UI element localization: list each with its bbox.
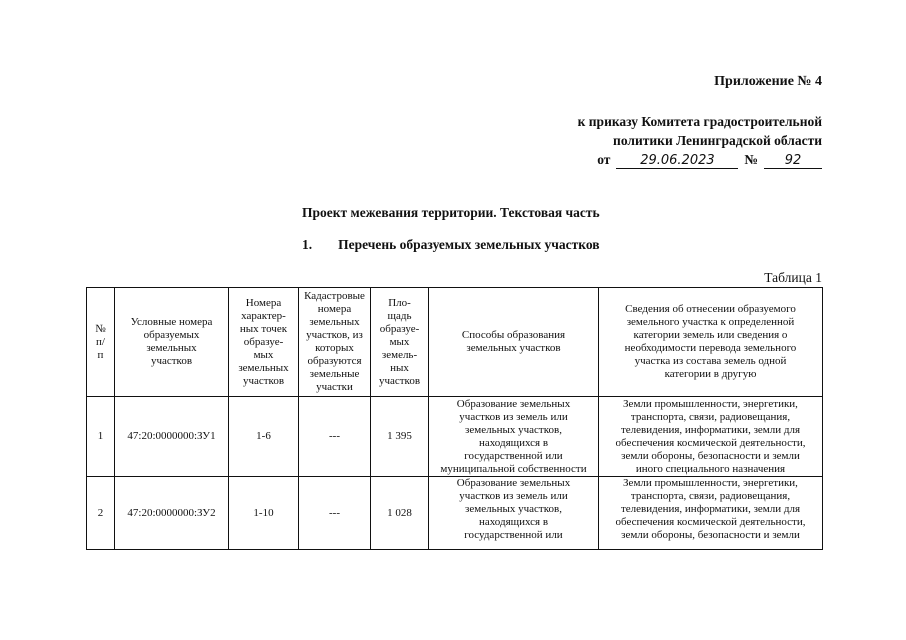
cell-category: Земли промышленности, энергетики, транспорта, связи, радиовещания, телевидения, информатики, земли для обеспечения космической деятельности, земли обороны, безопасности и земли иного специального назначения xyxy=(599,397,823,477)
section-heading xyxy=(302,237,600,253)
document-title: Проект межевания территории. Текстовая часть xyxy=(302,205,600,220)
land-parcels-table xyxy=(86,287,823,550)
table-row xyxy=(87,477,823,550)
header-cadastral: Кадастровые номера земельных участков, из которых образуются земельные участки xyxy=(299,288,371,397)
number-prefix: № xyxy=(744,152,758,167)
order-line-2: политики Ленинградской области xyxy=(613,133,822,148)
order-line-1: к приказу Комитета градостроительной xyxy=(577,114,822,129)
cell-num: 1 xyxy=(87,397,115,477)
header-method: Способы образования земельных участков xyxy=(429,288,599,397)
date-prefix: от xyxy=(597,152,611,167)
table-label: Таблица 1 xyxy=(764,270,822,285)
section-number: 1. xyxy=(302,237,313,252)
table-row xyxy=(87,397,823,477)
section-title: Перечень образуемых земельных участков xyxy=(338,237,600,252)
cell-parcel: 47:20:0000000:ЗУ1 xyxy=(115,397,229,477)
header-num: № п/ п xyxy=(87,288,115,397)
header-area: Пло- щадь образуе- мых земель- ных участков xyxy=(371,288,429,397)
cell-num: 2 xyxy=(87,477,115,550)
order-number: 92 xyxy=(764,154,822,169)
header-points: Номера характер- ных точек образуе- мых земельных участков xyxy=(229,288,299,397)
cell-cadastral: --- xyxy=(299,397,371,477)
cell-points: 1-10 xyxy=(229,477,299,550)
cell-method: Образование земельных участков из земель или земельных участков, находящихся в государственной или xyxy=(429,477,599,550)
cell-area: 1 395 xyxy=(371,397,429,477)
order-date: 29.06.2023 xyxy=(616,154,738,169)
header-parcel-number: Условные номера образуемых земельных участков xyxy=(115,288,229,397)
order-reference xyxy=(578,112,822,169)
cell-parcel: 47:20:0000000:ЗУ2 xyxy=(115,477,229,550)
order-date-line xyxy=(597,150,822,169)
cell-points: 1-6 xyxy=(229,397,299,477)
cell-category: Земли промышленности, энергетики, транспорта, связи, радиовещания, телевидения, информатики, земли для обеспечения космической деятельности, земли обороны, безопасности и земли xyxy=(599,477,823,550)
cell-cadastral: --- xyxy=(299,477,371,550)
table-header-row xyxy=(87,288,823,397)
cell-method: Образование земельных участков из земель или земельных участков, находящихся в государственной или муниципальной собственности xyxy=(429,397,599,477)
appendix-title: Приложение № 4 xyxy=(714,74,822,89)
header-category: Сведения об отнесении образуемого земельного участка к определенной категории земель или сведения о необходимости перевода земельного участка из состава земель одной категории в другую xyxy=(599,288,823,397)
cell-area: 1 028 xyxy=(371,477,429,550)
